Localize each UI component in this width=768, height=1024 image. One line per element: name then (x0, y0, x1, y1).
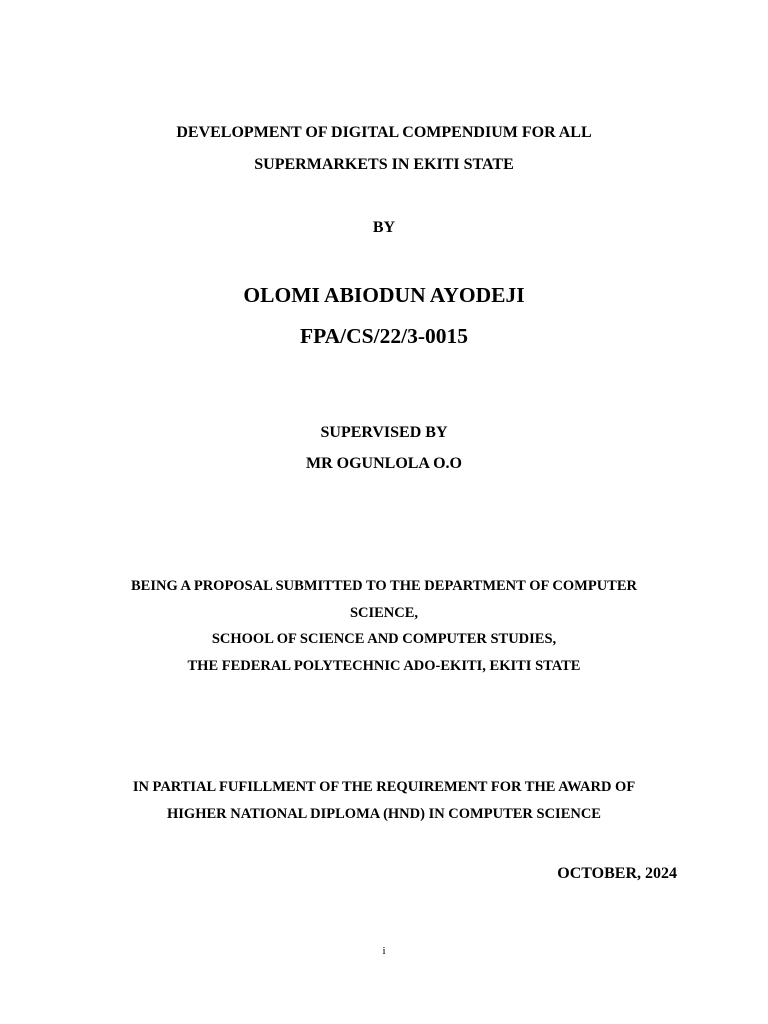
proposal-line-3: SCHOOL OF SCIENCE AND COMPUTER STUDIES, (211, 631, 557, 647)
supervised-by-label: SUPERVISED BY (320, 424, 448, 441)
requirement-line-2: HIGHER NATIONAL DIPLOMA (HND) IN COMPUTER SCIENCE (167, 806, 601, 822)
registration-number: FPA/CS/22/3-0015 (299, 324, 468, 348)
requirement-line-1: IN PARTIAL FUFILLMENT OF THE REQUIREMENT FOR THE AWARD OF (132, 779, 636, 795)
by-label: BY (372, 219, 396, 236)
proposal-line-4: THE FEDERAL POLYTECHNIC ADO-EKITI, EKITI STATE (187, 658, 581, 674)
author-name: OLOMI ABIODUN AYODEJI (243, 283, 525, 307)
proposal-line-1: BEING A PROPOSAL SUBMITTED TO THE DEPARTMENT OF COMPUTER (130, 578, 637, 594)
proposal-line-2: SCIENCE, (349, 605, 419, 621)
submission-date: OCTOBER, 2024 (557, 865, 677, 882)
title-line-1: DEVELOPMENT OF DIGITAL COMPENDIUM FOR ALL (176, 124, 592, 141)
title-line-2: SUPERMARKETS IN EKITI STATE (254, 156, 514, 173)
page-number: i (382, 945, 386, 957)
supervisor-name: MR OGUNLOLA O.O (305, 455, 462, 472)
